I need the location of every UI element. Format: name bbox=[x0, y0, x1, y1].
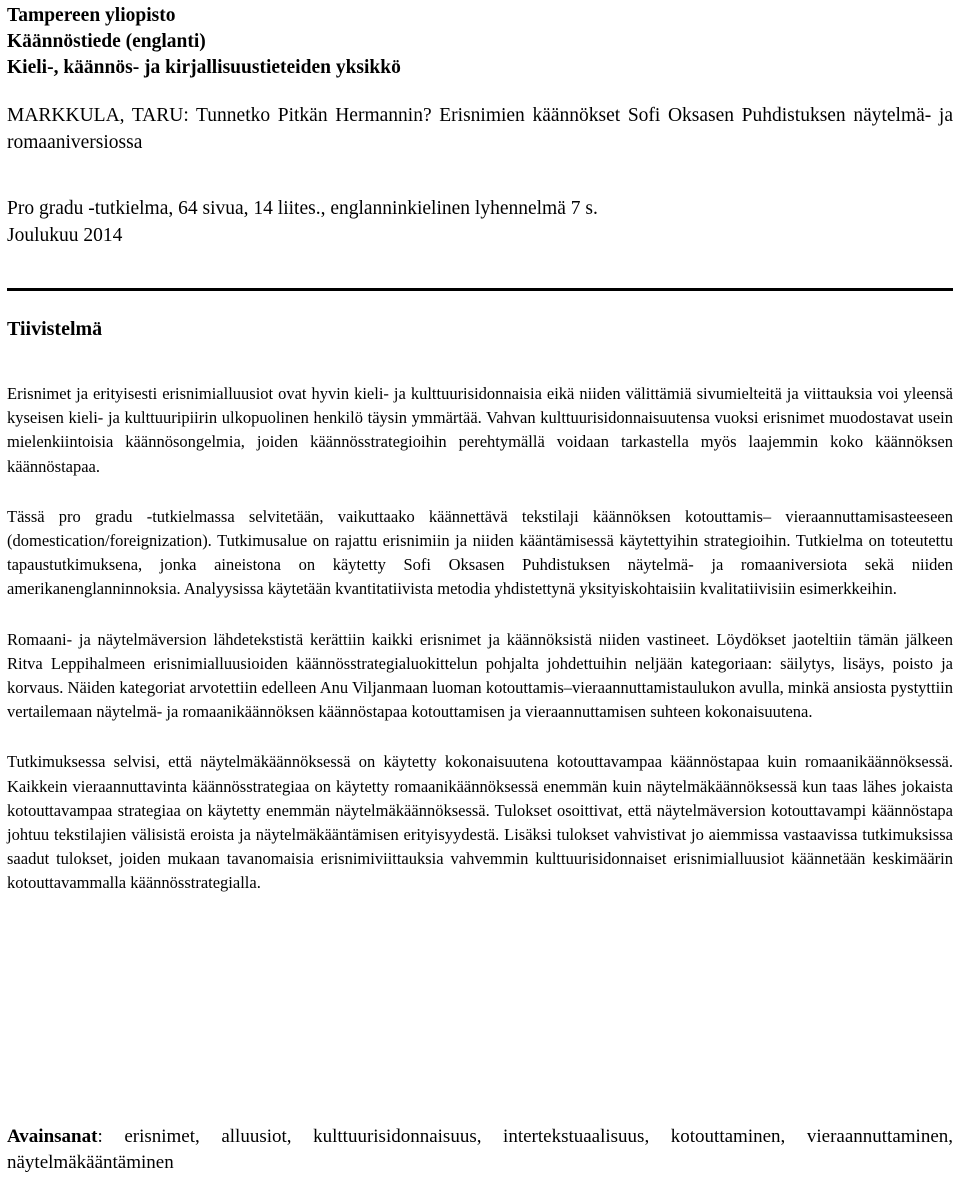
degree-program: Käännöstiede (englanti) bbox=[7, 31, 206, 52]
abstract-paragraph: Tutkimuksessa selvisi, että näytelmäkäännöksessä on käytetty kokonaisuutena kotouttavampaa käännöstapaa kuin romaanikäännöksessä. Kaikkein vieraannuttavinta käännösstrategiaa on käytetty romaanikäännöksessä enemmän kuin näytelmäkäännöksessä kun taas lähes jokaista kotouttavampaa strategiaa on käytetty enemmän näytelmäkäännöksessä. Tulokset osoittivat, että näytelmäversion kotouttavampi käännöstapa johtuu tekstilajien välisistä eroista ja näytelmäkääntämisen erityisyydestä. Lisäksi tulokset vahvistivat jo aiemmissa vastaavissa tutkimuksissa saadut tulokset, joiden mukaan tavanomaisia erisnimiviittauksia vahvemmin kulttuurisidonnaiset erisnimialluusiot käännetään keskimäärin kotouttavammalla käännösstrategialla. bbox=[7, 752, 953, 893]
horizontal-divider bbox=[7, 288, 953, 291]
thesis-abstract-page bbox=[7, 0, 953, 1179]
keywords-label: Avainsanat bbox=[7, 1126, 98, 1147]
document-header bbox=[7, 3, 953, 81]
keywords-list: erisnimet, alluusiot, kulttuurisidonnaisuus, intertekstuaalisuus, kotouttaminen, vieraannuttaminen, näytelmäkääntäminen bbox=[7, 1126, 953, 1173]
abstract-paragraph: Romaani- ja näytelmäversion lähdetekstistä kerättiin kaikki erisnimet ja käännöksistä niiden vastineet. Löydökset jaoteltiin tämän jälkeen Ritva Leppihalmeen erisnimialluusioiden käännösstrategialuokittelun pohjalta johdettuihin neljään kategoriaan: säilytys, lisäys, poisto ja korvaus. Näiden kategoriat arvotettiin edelleen Anu Viljanmaan luoman kotouttamis–vieraannuttamistaulukon avulla, minkä ansiosta pystyttiin vertailemaan näytelmä- ja romaanikäännöksen käännöstapaa kotouttamisen ja vieraannuttamisen suhteen kokonaisuutena. bbox=[7, 629, 953, 722]
abstract-paragraph: Tässä pro gradu -tutkielmassa selvitetään, vaikuttaako käännettävä tekstilaji käännöksen kotouttamis– vieraannuttamisasteeseen (domestication/foreignization). Tutkimusalue on rajattu erisnimiin ja niiden kääntämisessä käytettyihin strategioihin. Tutkielma on toteutettu tapaustutkimuksena, jonka aineistona on käytetty Sofi Oksasen Puhdistuksen näytelmä- ja romaaniversiota sekä niiden amerikanenglanninnoksia. Analyysissa käytetään kvantitatiivista metodia yhdistettynä yksityiskohtaisiin kvalitatiivisiin esimerkkeihin. bbox=[7, 506, 953, 599]
thesis-date: Joulukuu 2014 bbox=[7, 225, 123, 246]
thesis-metadata bbox=[7, 195, 953, 249]
thesis-details: Pro gradu -tutkielma, 64 sivua, 14 liites., englanninkielinen lyhennelmä 7 s. bbox=[7, 198, 598, 219]
abstract-body bbox=[7, 382, 953, 922]
university-name: Tampereen yliopisto bbox=[7, 5, 176, 26]
abstract-heading: Tiivistelmä bbox=[7, 318, 103, 340]
keywords-separator: : bbox=[97, 1126, 103, 1147]
keywords-block bbox=[7, 1124, 953, 1176]
author-and-thesis-title: MARKKULA, TARU: Tunnetko Pitkän Hermannin? Erisnimien käännökset Sofi Oksasen Puhdistuksen näytelmä- ja romaaniversiossa bbox=[7, 105, 953, 153]
abstract-paragraph: Erisnimet ja erityisesti erisnimialluusiot ovat hyvin kieli- ja kulttuurisidonnaisia eikä niiden välittämiä sivumielteitä ja viittauksia voi yleensä kyseisen kieli- ja kulttuuripiirin ulkopuolinen henkilö täysin ymmärtää. Vahvan kulttuurisidonnaisuutensa vuoksi erisnimet muodostavat usein mielenkiintoisia käännösongelmia, joiden käännösstrategioihin perehtymällä voidaan tarkastella myös laajemmin koko käännöksen käännöstapaa. bbox=[7, 384, 953, 476]
faculty-unit: Kieli-, käännös- ja kirjallisuustieteiden yksikkö bbox=[7, 57, 401, 78]
